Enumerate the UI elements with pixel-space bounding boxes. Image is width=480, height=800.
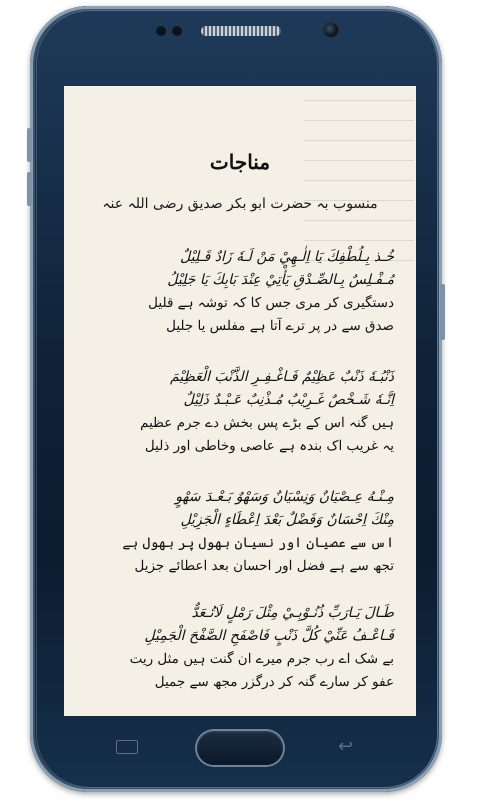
stanza	[94, 486, 394, 578]
page-title: مناجات	[209, 150, 271, 174]
stanza	[94, 602, 394, 694]
phone-screen[interactable]	[64, 86, 416, 716]
back-icon[interactable]: ↩	[338, 736, 354, 757]
sensor-icon	[172, 26, 182, 36]
verse-line: اِنَّـهٗ شَـخْصٌ غَـرِيْبٌ مُـذْنِبٌ عَـبْـدٌ ذَلِيْلٌ	[183, 392, 394, 408]
verse-line: یہ غریب اک بندہ ہے عاصی وخاطی اور ذلیل	[144, 438, 394, 454]
verse-line: خُـذ بِـلُطْفِكَ يَا اِلٰـهِيْ مَنْ لَـهٗ زَادٌ قَـلِيْلٌ	[180, 249, 394, 265]
sensor-icon	[156, 26, 166, 36]
verse-line: مِنْكَ اِحْسَانٌ وَفَضْلٌ بَعْدَ اِعْطَاءٍ الْجَزِيْلِ	[180, 512, 394, 528]
volume-down-button	[27, 172, 32, 206]
volume-up-button	[27, 128, 32, 162]
home-button[interactable]	[197, 731, 283, 765]
stanza	[94, 246, 394, 338]
verse-line: صدق سے در پر ترے آتا ہے مفلس یا جلیل	[166, 318, 394, 334]
verse-line: مُـفْـلِسٌ بِـالصِّـدْقِ يَأْتِيْ عِنْدَ بَابِكَ يَا جَلِيْلُ	[167, 272, 394, 288]
power-button	[440, 284, 445, 340]
stanza	[94, 366, 394, 458]
recent-apps-icon[interactable]	[116, 740, 138, 754]
front-camera-icon	[324, 23, 338, 37]
verse-line: اس سے عصیان اور نسیان بھول پر بھول ہے	[122, 535, 394, 551]
page-subtitle: منسوب بہ حضرت ابو بکر صدیق رضی اللہ عنہ	[102, 196, 378, 212]
verse-line: تجھ سے ہے فضل اور احسان بعد اعطائے جزیل	[134, 558, 394, 574]
verse-line: فَـاعْـفُ عَنِّيْ كُلَّ ذَنْبٍ فَاصْفَحِ الصَّفْحَ الْجَمِيْلِ	[144, 628, 394, 644]
verse-line: مِـنْـهُ عِـصْيَانٌ وَنِسْيَانٌ وَسَهْوٌ بَـعْـدَ سَهْوٍ	[175, 489, 394, 505]
verse-line: دستگیری کر مری جس کا کہ توشہ ہے قلیل	[148, 295, 394, 311]
verse-line: ہیں گنہ اس کے بڑے پس بخش دے جرم عظیم	[140, 415, 394, 431]
verse-line: ذَنْبُـهٗ ذَنْبٌ عَظِيْمٌ فَـاغْـفِـرِ الذَّنْبَ الْعَظِيْمَ	[170, 369, 394, 385]
earpiece-speaker	[201, 26, 281, 36]
bleed-through-text	[304, 88, 414, 268]
verse-line: بے شک اے رب جرم میرے ان گنت ہیں مثل ریت	[129, 651, 394, 667]
verse-line: طَـالَ يَـارَبِّ ذُنُـوْبِـيْ مِثْلَ رَمْلٍ لَاتُـعَدٌّ	[191, 605, 394, 621]
verse-line: عفو کر سارے گنہ کر درگزر مجھ سے جمیل	[154, 674, 394, 690]
